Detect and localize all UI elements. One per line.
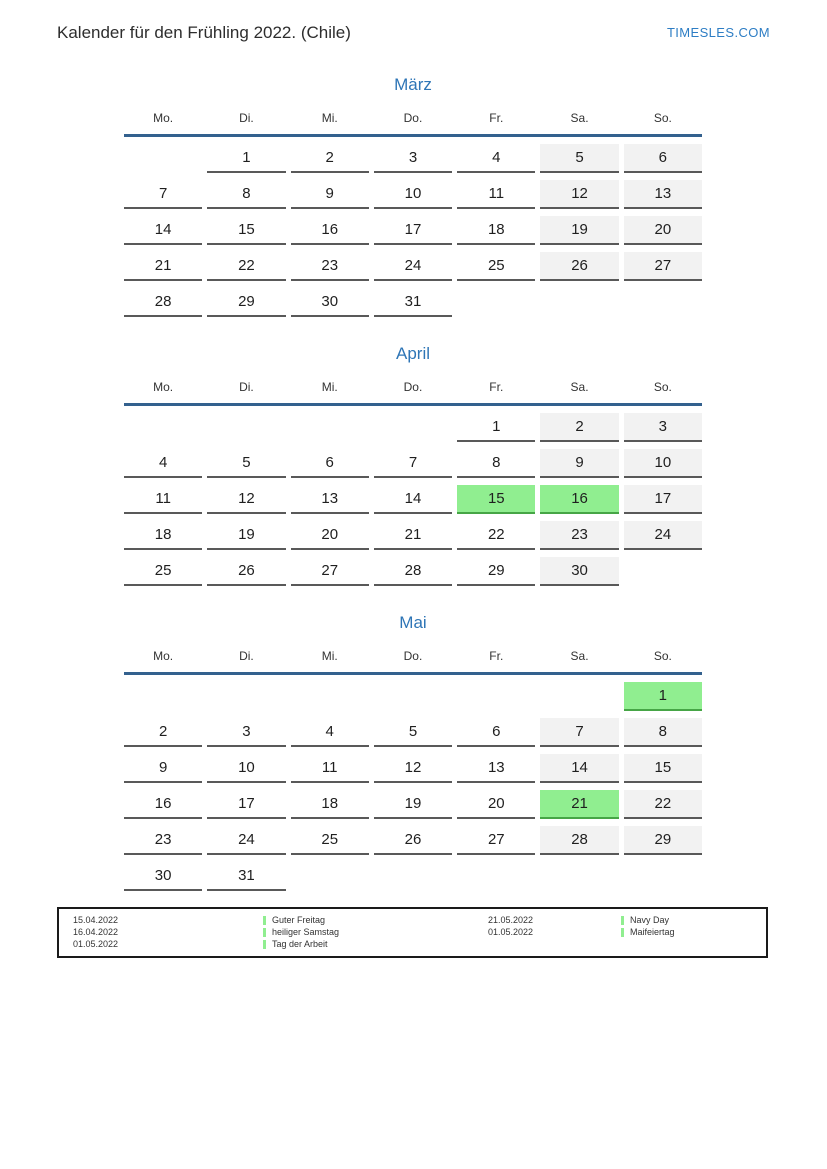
empty-cell <box>124 144 202 171</box>
weekday-label: Do. <box>403 111 423 125</box>
day-cell: 2 <box>291 144 369 173</box>
day-cell: 2 <box>540 413 618 442</box>
weekday-label: Do. <box>403 380 423 394</box>
day-cell: 12 <box>207 485 285 514</box>
empty-cell <box>624 288 702 315</box>
day-cell: 17 <box>624 485 702 514</box>
month-grid <box>124 144 702 317</box>
empty-cell <box>374 413 452 440</box>
day-cell: 26 <box>374 826 452 855</box>
empty-cell <box>207 413 285 440</box>
legend-date <box>488 938 621 950</box>
day-cell: 13 <box>624 180 702 209</box>
day-cell: 23 <box>540 521 618 550</box>
day-cell: 29 <box>207 288 285 317</box>
weekday-label: Fr. <box>489 380 504 394</box>
month-title: Mai <box>399 613 427 632</box>
day-cell: 12 <box>540 180 618 209</box>
day-cell: 23 <box>124 826 202 855</box>
day-cell: 20 <box>457 790 535 819</box>
day-cell: 8 <box>624 718 702 747</box>
month-april <box>124 343 702 586</box>
month-title: April <box>395 344 430 363</box>
day-cell: 18 <box>291 790 369 819</box>
day-cell: 7 <box>124 180 202 209</box>
weekday-label: Sa. <box>570 380 589 394</box>
empty-cell <box>624 862 702 889</box>
weekday-row <box>124 379 702 406</box>
day-cell: 3 <box>207 718 285 747</box>
day-cell: 14 <box>124 216 202 245</box>
day-cell: 8 <box>457 449 535 478</box>
legend-holiday-name: Navy Day <box>621 914 752 926</box>
day-cell: 22 <box>624 790 702 819</box>
day-cell: 25 <box>457 252 535 281</box>
weekday-row <box>124 110 702 137</box>
day-cell: 1 <box>457 413 535 442</box>
empty-cell <box>540 288 618 315</box>
month-title: März <box>394 75 432 94</box>
holiday-marker-icon <box>263 940 266 949</box>
day-cell: 20 <box>624 216 702 245</box>
empty-cell <box>540 862 618 889</box>
weekday-label: Do. <box>403 649 423 663</box>
legend-date: 01.05.2022 <box>488 927 534 937</box>
day-cell: 4 <box>291 718 369 747</box>
day-cell: 11 <box>291 754 369 783</box>
day-cell: 23 <box>291 252 369 281</box>
day-cell: 15 <box>207 216 285 245</box>
weekday-label: Fr. <box>489 111 504 125</box>
legend-date: 16.04.2022 <box>73 927 119 937</box>
empty-cell <box>124 682 202 709</box>
legend-date: 21.05.2022 <box>488 915 534 925</box>
day-cell: 15 <box>624 754 702 783</box>
day-cell: 21 <box>124 252 202 281</box>
day-cell: 24 <box>624 521 702 550</box>
empty-cell <box>457 862 535 889</box>
weekday-label: Mo. <box>153 380 174 394</box>
day-cell: 16 <box>540 485 618 514</box>
day-cell: 24 <box>374 252 452 281</box>
day-cell: 6 <box>291 449 369 478</box>
day-cell: 8 <box>207 180 285 209</box>
day-cell: 31 <box>207 862 285 891</box>
day-cell: 11 <box>457 180 535 209</box>
day-cell: 6 <box>624 144 702 173</box>
day-cell: 11 <box>124 485 202 514</box>
day-cell: 20 <box>291 521 369 550</box>
day-cell: 30 <box>540 557 618 586</box>
day-cell: 19 <box>374 790 452 819</box>
day-cell: 3 <box>374 144 452 173</box>
empty-cell <box>291 682 369 709</box>
day-cell: 25 <box>291 826 369 855</box>
day-cell: 30 <box>291 288 369 317</box>
weekday-label: Di. <box>239 649 254 663</box>
legend-holiday-name: Guter Freitag <box>263 914 488 926</box>
day-cell: 28 <box>124 288 202 317</box>
day-cell: 9 <box>124 754 202 783</box>
empty-cell <box>540 682 618 709</box>
day-cell: 1 <box>624 682 702 711</box>
day-cell: 3 <box>624 413 702 442</box>
day-cell: 10 <box>624 449 702 478</box>
weekday-label: So. <box>653 380 672 394</box>
empty-cell <box>291 413 369 440</box>
weekday-label: So. <box>653 649 672 663</box>
empty-cell <box>124 413 202 440</box>
day-cell: 13 <box>291 485 369 514</box>
topbar <box>0 0 827 44</box>
day-cell: 18 <box>124 521 202 550</box>
day-cell: 19 <box>540 216 618 245</box>
empty-cell <box>291 862 369 889</box>
month-march <box>124 74 702 317</box>
day-cell: 7 <box>540 718 618 747</box>
day-cell: 4 <box>124 449 202 478</box>
day-cell: 24 <box>207 826 285 855</box>
weekday-label: Mi. <box>321 111 338 125</box>
month-may <box>124 612 702 891</box>
day-cell: 9 <box>291 180 369 209</box>
legend-holiday-name <box>621 938 752 950</box>
day-cell: 30 <box>124 862 202 891</box>
page-title: Kalender für den Frühling 2022. (Chile) <box>57 23 351 42</box>
day-cell: 16 <box>124 790 202 819</box>
day-cell: 28 <box>374 557 452 586</box>
day-cell: 18 <box>457 216 535 245</box>
weekday-label: Sa. <box>570 649 589 663</box>
day-cell: 5 <box>540 144 618 173</box>
day-cell: 5 <box>207 449 285 478</box>
day-cell: 31 <box>374 288 452 317</box>
day-cell: 17 <box>374 216 452 245</box>
weekday-label: Fr. <box>489 649 504 663</box>
holiday-marker-icon <box>621 916 624 925</box>
legend-holiday-name: heiliger Samstag <box>263 926 488 938</box>
holiday-legend <box>57 907 768 958</box>
legend-date: 15.04.2022 <box>73 915 119 925</box>
weekday-row <box>124 648 702 675</box>
day-cell: 22 <box>207 252 285 281</box>
day-cell: 29 <box>457 557 535 586</box>
day-cell: 12 <box>374 754 452 783</box>
day-cell: 19 <box>207 521 285 550</box>
day-cell: 22 <box>457 521 535 550</box>
day-cell: 9 <box>540 449 618 478</box>
legend-date: 01.05.2022 <box>73 939 119 949</box>
empty-cell <box>457 682 535 709</box>
day-cell: 26 <box>540 252 618 281</box>
month-grid <box>124 682 702 891</box>
empty-cell <box>207 682 285 709</box>
day-cell: 13 <box>457 754 535 783</box>
day-cell: 6 <box>457 718 535 747</box>
day-cell: 14 <box>374 485 452 514</box>
weekday-label: Mo. <box>153 649 174 663</box>
day-cell: 16 <box>291 216 369 245</box>
site-logo-link[interactable]: TIMESLES.COM <box>666 25 770 40</box>
weekday-label: Mi. <box>321 380 338 394</box>
holiday-marker-icon <box>263 928 266 937</box>
day-cell: 14 <box>540 754 618 783</box>
weekday-label: Sa. <box>570 111 589 125</box>
weekday-label: Mi. <box>321 649 338 663</box>
day-cell: 27 <box>624 252 702 281</box>
day-cell: 5 <box>374 718 452 747</box>
month-grid <box>124 413 702 586</box>
day-cell: 29 <box>624 826 702 855</box>
holiday-marker-icon <box>263 916 266 925</box>
day-cell: 27 <box>291 557 369 586</box>
day-cell: 21 <box>540 790 618 819</box>
day-cell: 10 <box>207 754 285 783</box>
weekday-label: Di. <box>239 380 254 394</box>
holiday-legend-grid <box>73 914 752 950</box>
empty-cell <box>374 862 452 889</box>
weekday-label: Mo. <box>153 111 174 125</box>
day-cell: 1 <box>207 144 285 173</box>
day-cell: 25 <box>124 557 202 586</box>
legend-holiday-name: Maifeiertag <box>621 926 752 938</box>
empty-cell <box>374 682 452 709</box>
day-cell: 7 <box>374 449 452 478</box>
holiday-marker-icon <box>621 928 624 937</box>
day-cell: 28 <box>540 826 618 855</box>
day-cell: 4 <box>457 144 535 173</box>
day-cell: 27 <box>457 826 535 855</box>
empty-cell <box>457 288 535 315</box>
day-cell: 17 <box>207 790 285 819</box>
day-cell: 15 <box>457 485 535 514</box>
empty-cell <box>624 557 702 584</box>
day-cell: 21 <box>374 521 452 550</box>
day-cell: 26 <box>207 557 285 586</box>
weekday-label: Di. <box>239 111 254 125</box>
weekday-label: So. <box>653 111 672 125</box>
day-cell: 2 <box>124 718 202 747</box>
legend-holiday-name: Tag der Arbeit <box>263 938 488 950</box>
day-cell: 10 <box>374 180 452 209</box>
